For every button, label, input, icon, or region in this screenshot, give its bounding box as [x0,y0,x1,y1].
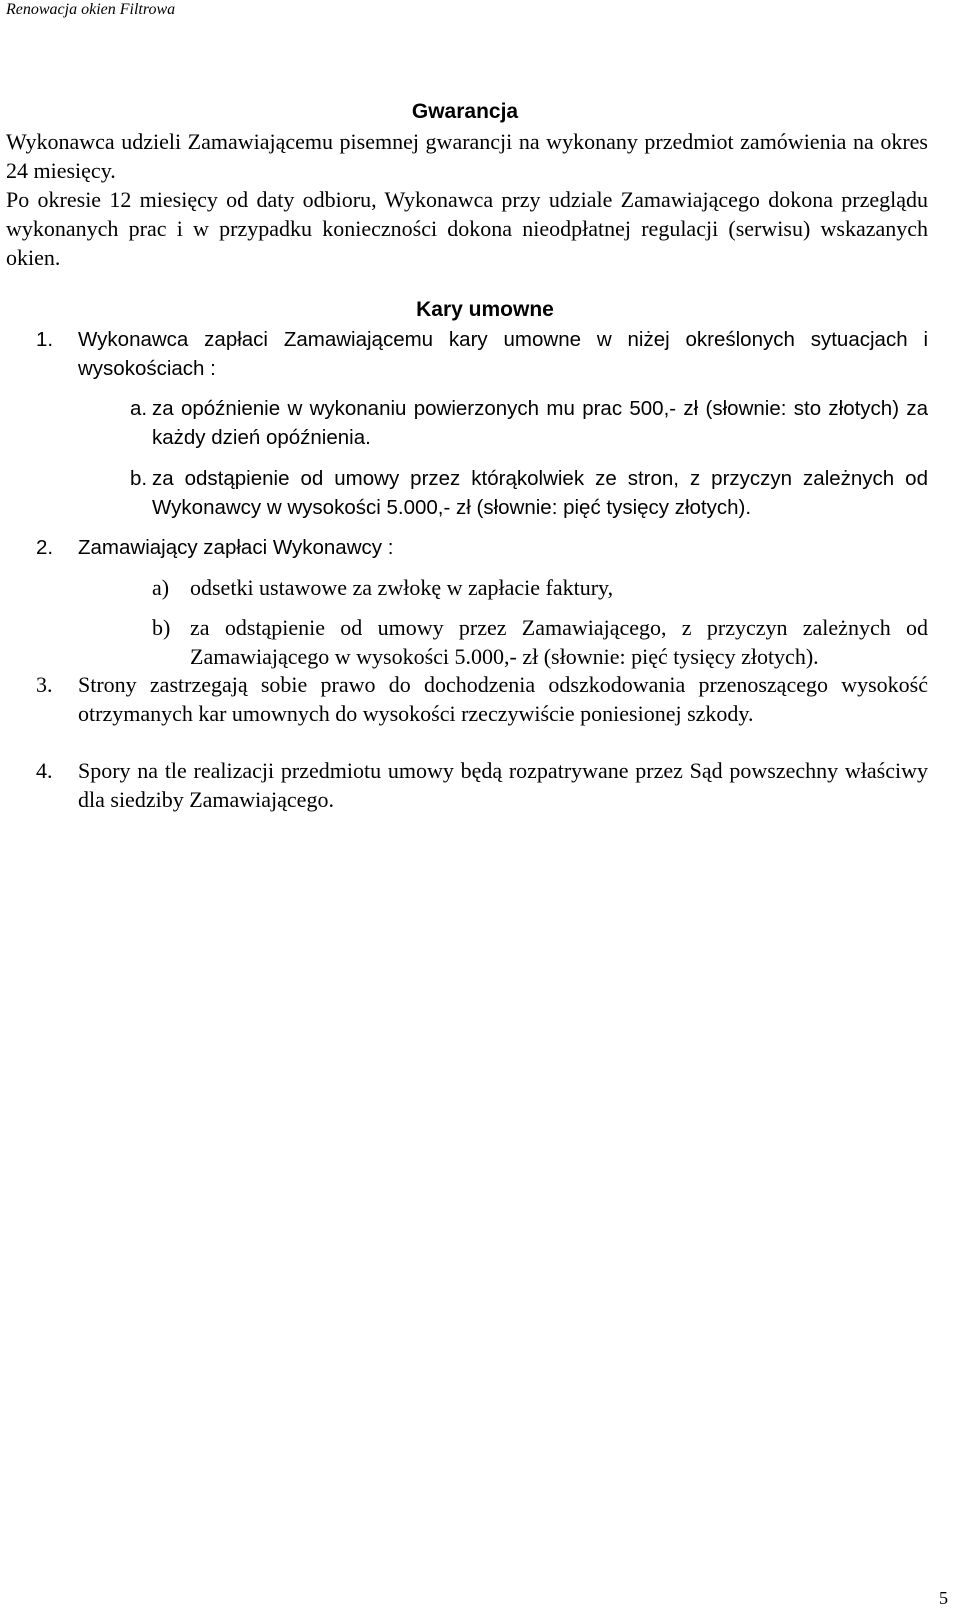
penalty-item-2b-letter: b) [152,615,171,640]
guarantee-title: Gwarancja [411,100,519,123]
penalty-item-1a-letter: a. [130,397,148,420]
penalty-item-2a-letter: a) [152,575,170,600]
page-number: 5 [939,1588,948,1608]
penalty-item-1-text: Wykonawca zapłaci Zamawiającemu kary umowne w niżej określonych sytuacjach i wysokościach : [78,328,928,380]
penalty-item-4-text: Spory na tle realizacji przedmiotu umowy będą rozpatrywane przez Sąd powszechny właściwy dla siedziby Zamawiającego. [78,758,928,812]
penalty-item-1a-text: za opóźnienie w wykonaniu powierzonych mu prac 500,- zł (słownie: sto złotych) za każdy dzień opóźnienia. [152,397,928,449]
penalty-item-1b-letter: b. [130,467,148,490]
guarantee-paragraph-2: Po okresie 12 miesięcy od daty odbioru, Wykonawca przy udziale Zamawiającego dokona przeglądu wykonanych prac i w przypadku konieczności dokona nieodpłatnej regulacji (serwisu) wskazanych okien. [6,187,928,270]
penalty-item-4-number: 4. [36,758,53,783]
penalty-item-3-text: Strony zastrzegają sobie prawo do dochodzenia odszkodowania przenoszącego wysokość otrzymanych kar umownych do wysokości rzeczywiście poniesionej szkody. [78,672,928,726]
penalty-item-1b-text: za odstąpienie od umowy przez którąkolwiek ze stron, z przyczyn zależnych od Wykonawcy w wysokości 5.000,- zł (słownie: pięć tysięcy złotych). [152,467,928,519]
page-header: Renowacja okien Filtrowa [6,1,176,18]
penalties-title: Kary umowne [416,298,554,321]
guarantee-paragraph-1: Wykonawca udzieli Zamawiającemu pisemnej gwarancji na wykonany przedmiot zamówienia na okres 24 miesięcy. [6,129,928,183]
penalty-item-1-number: 1. [36,328,54,351]
penalty-item-2-text: Zamawiający zapłaci Wykonawcy : [78,536,394,559]
penalty-item-3-number: 3. [36,672,53,697]
penalty-item-2b-text: za odstąpienie od umowy przez Zamawiającego, z przyczyn zależnych od Zamawiającego w wysokości 5.000,- zł (słownie: pięć tysięcy złotych). [190,615,928,669]
penalty-item-2-number: 2. [36,536,54,559]
penalty-item-2a-text: odsetki ustawowe za zwłokę w zapłacie faktury, [190,575,614,600]
